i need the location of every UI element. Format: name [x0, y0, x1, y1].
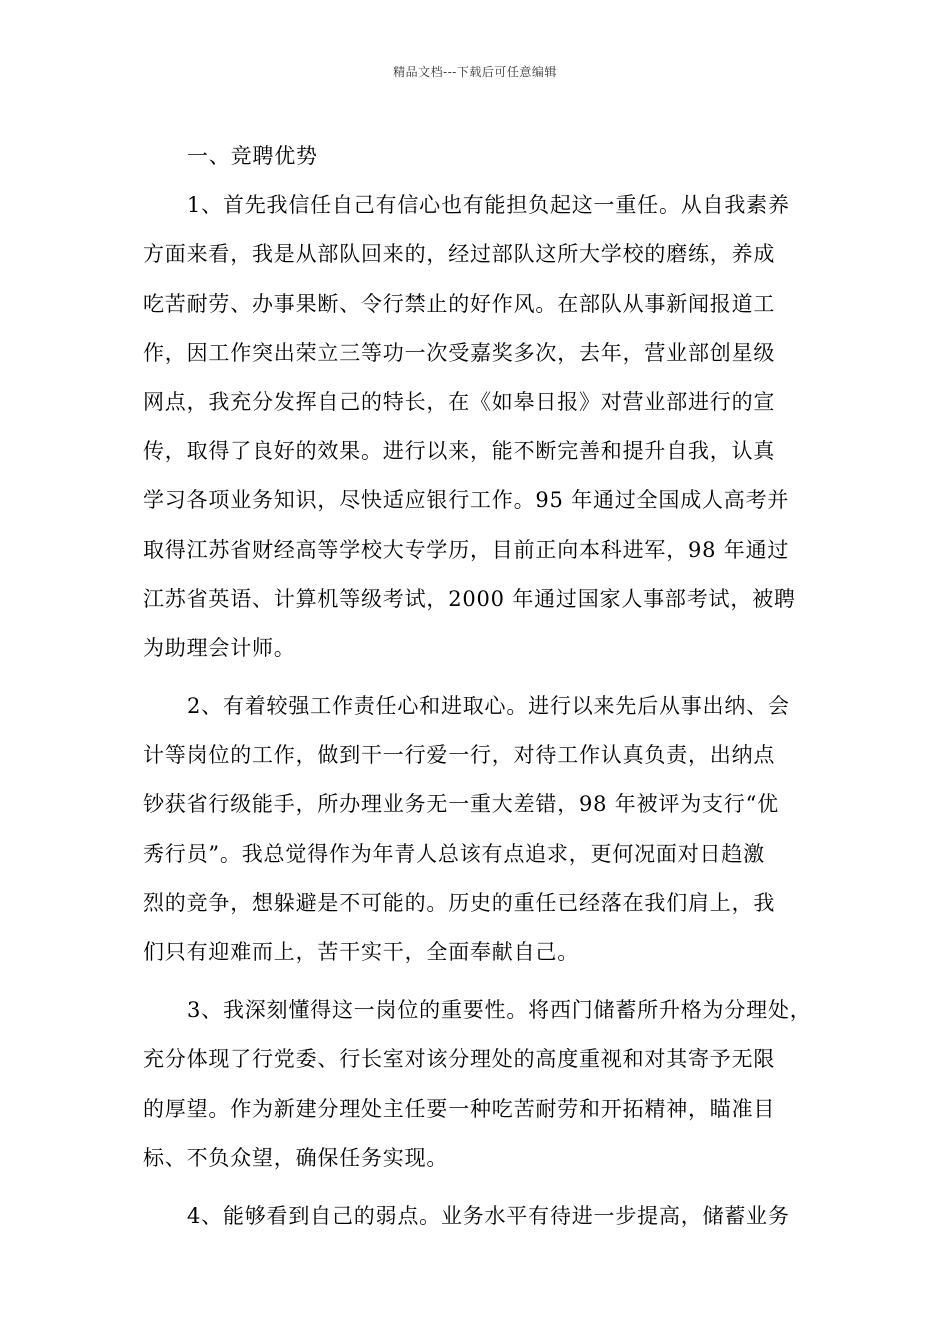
- paragraph-line: 计等岗位的工作，做到干一行爱一行，对待工作认真负责，出纳点: [143, 743, 776, 768]
- paragraph-3: [143, 986, 812, 1183]
- paragraph-line: 方面来看，我是从部队回来的，经过部队这所大学校的磨练，养成: [143, 242, 776, 267]
- paragraph-gap: [143, 673, 808, 682]
- paragraph-line: 取得江苏省财经高等学校大专学历，目前正向本科进军，98 年通过: [143, 537, 790, 562]
- paragraph-gap: [143, 1183, 808, 1192]
- paragraph-line: 标、不负众望，确保任务实现。: [143, 1145, 449, 1170]
- paragraph-line: 作，因工作突出荣立三等功一次受嘉奖多次，去年，营业部创星级: [143, 340, 776, 365]
- paragraph-1: [143, 181, 808, 673]
- paragraph-line: 2、有着较强工作责任心和进取心。进行以来先后从事出纳、会: [187, 694, 790, 719]
- paragraph-line: 钞获省行级能手，所办理业务无一重大差错，98 年被评为支行“优: [143, 792, 779, 817]
- paragraph-line: 4、能够看到自己的弱点。业务水平有待进一步提高，储蓄业务: [187, 1203, 790, 1228]
- paragraph-line: 秀行员”。我总觉得作为年青人总该有点追求，更何况面对日趋激: [143, 841, 765, 866]
- page-header: 精品文档---下载后可任意编辑: [393, 65, 557, 79]
- paragraph-2: [143, 682, 808, 977]
- paragraph-line: 为助理会计师。: [143, 635, 296, 660]
- paragraph-line: 充分体现了行党委、行长室对该分理处的高度重视和对其寄予无限: [143, 1047, 776, 1072]
- paragraph-4: [143, 1192, 808, 1241]
- paragraph-line: 传，取得了良好的效果。进行以来，能不断完善和提升自我，认真: [143, 439, 776, 464]
- document-body: [143, 132, 812, 1241]
- paragraph-line: 网点，我充分发挥自己的特长，在《如皋日报》对营业部进行的宣: [143, 389, 776, 414]
- section-title: 一、竞聘优势: [187, 144, 318, 168]
- paragraph-gap: [143, 977, 808, 986]
- paragraph-line: 烈的竞争，想躲避是不可能的。历史的重任已经落在我们肩上，我: [143, 890, 776, 915]
- paragraph-line: 江苏省英语、计算机等级考试，2000 年通过国家人事部考试，被聘: [143, 586, 796, 611]
- paragraph-line: 吃苦耐劳、办事果断、令行禁止的好作风。在部队从事新闻报道工: [143, 291, 776, 316]
- paragraph-line: 学习各项业务知识，尽快适应银行工作。95 年通过全国成人高考并: [143, 488, 790, 513]
- paragraph-line: 3、我深刻懂得这一岗位的重要性。将西门储蓄所升格为分理处，: [187, 998, 812, 1023]
- paragraph-line: 1、首先我信任自己有信心也有能担负起这一重任。从自我素养: [187, 193, 790, 218]
- paragraph-line: 们只有迎难而上，苦干实干，全面奉献自己。: [143, 940, 579, 964]
- paragraph-line: 的厚望。作为新建分理处主任要一种吃苦耐劳和开拓精神，瞄准目: [143, 1096, 776, 1121]
